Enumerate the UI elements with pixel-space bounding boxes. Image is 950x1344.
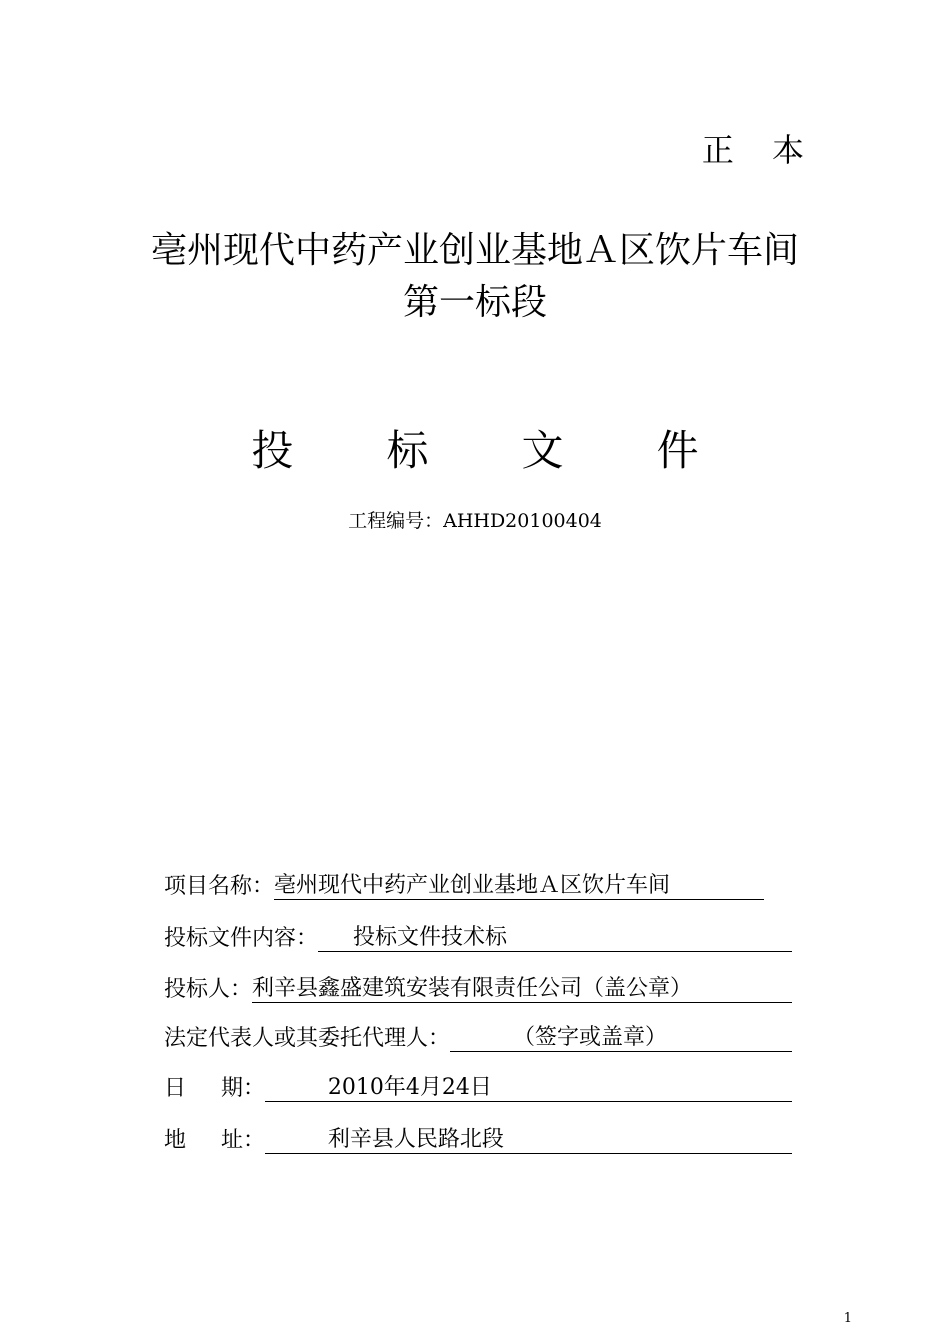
doc-type-char: 标	[386, 426, 429, 475]
field-value: 投标文件技术标	[318, 925, 792, 952]
field-label: 项目名称：	[164, 874, 275, 899]
doc-type-char: 投	[251, 426, 294, 475]
field-legal-representative	[164, 1018, 792, 1052]
field-value: 2010年4月24日	[265, 1075, 792, 1102]
page-number: 1	[843, 1311, 852, 1326]
field-label: 日 期：	[164, 1076, 265, 1101]
project-code: 工程编号：AHHD20100404	[348, 510, 602, 532]
field-project-name	[164, 866, 792, 900]
doc-type-char: 文	[521, 426, 564, 475]
copy-label: 正 本	[701, 131, 818, 169]
field-value: 亳州现代中药产业创业基地Ａ区饮片车间	[274, 873, 764, 900]
field-date	[164, 1068, 792, 1102]
field-label: 投标人：	[164, 977, 253, 1002]
document-title-line-1: 亳州现代中药产业创业基地Ａ区饮片车间	[150, 230, 799, 271]
field-label: 地 址：	[164, 1128, 265, 1153]
document-title-line-2: 第一标段	[402, 282, 547, 323]
field-value: 利辛县人民路北段	[265, 1127, 792, 1154]
field-value: （签字或盖章）	[450, 1025, 792, 1052]
field-label: 法定代表人或其委托代理人：	[164, 1026, 451, 1051]
field-address	[164, 1120, 792, 1154]
field-document-content	[164, 918, 792, 952]
field-value: 利辛县鑫盛建筑安装有限责任公司（盖公章）	[252, 976, 792, 1003]
field-bidder	[164, 969, 792, 1003]
doc-type-char: 件	[656, 426, 699, 475]
field-label: 投标文件内容：	[164, 926, 319, 951]
document-type-heading	[0, 418, 950, 478]
